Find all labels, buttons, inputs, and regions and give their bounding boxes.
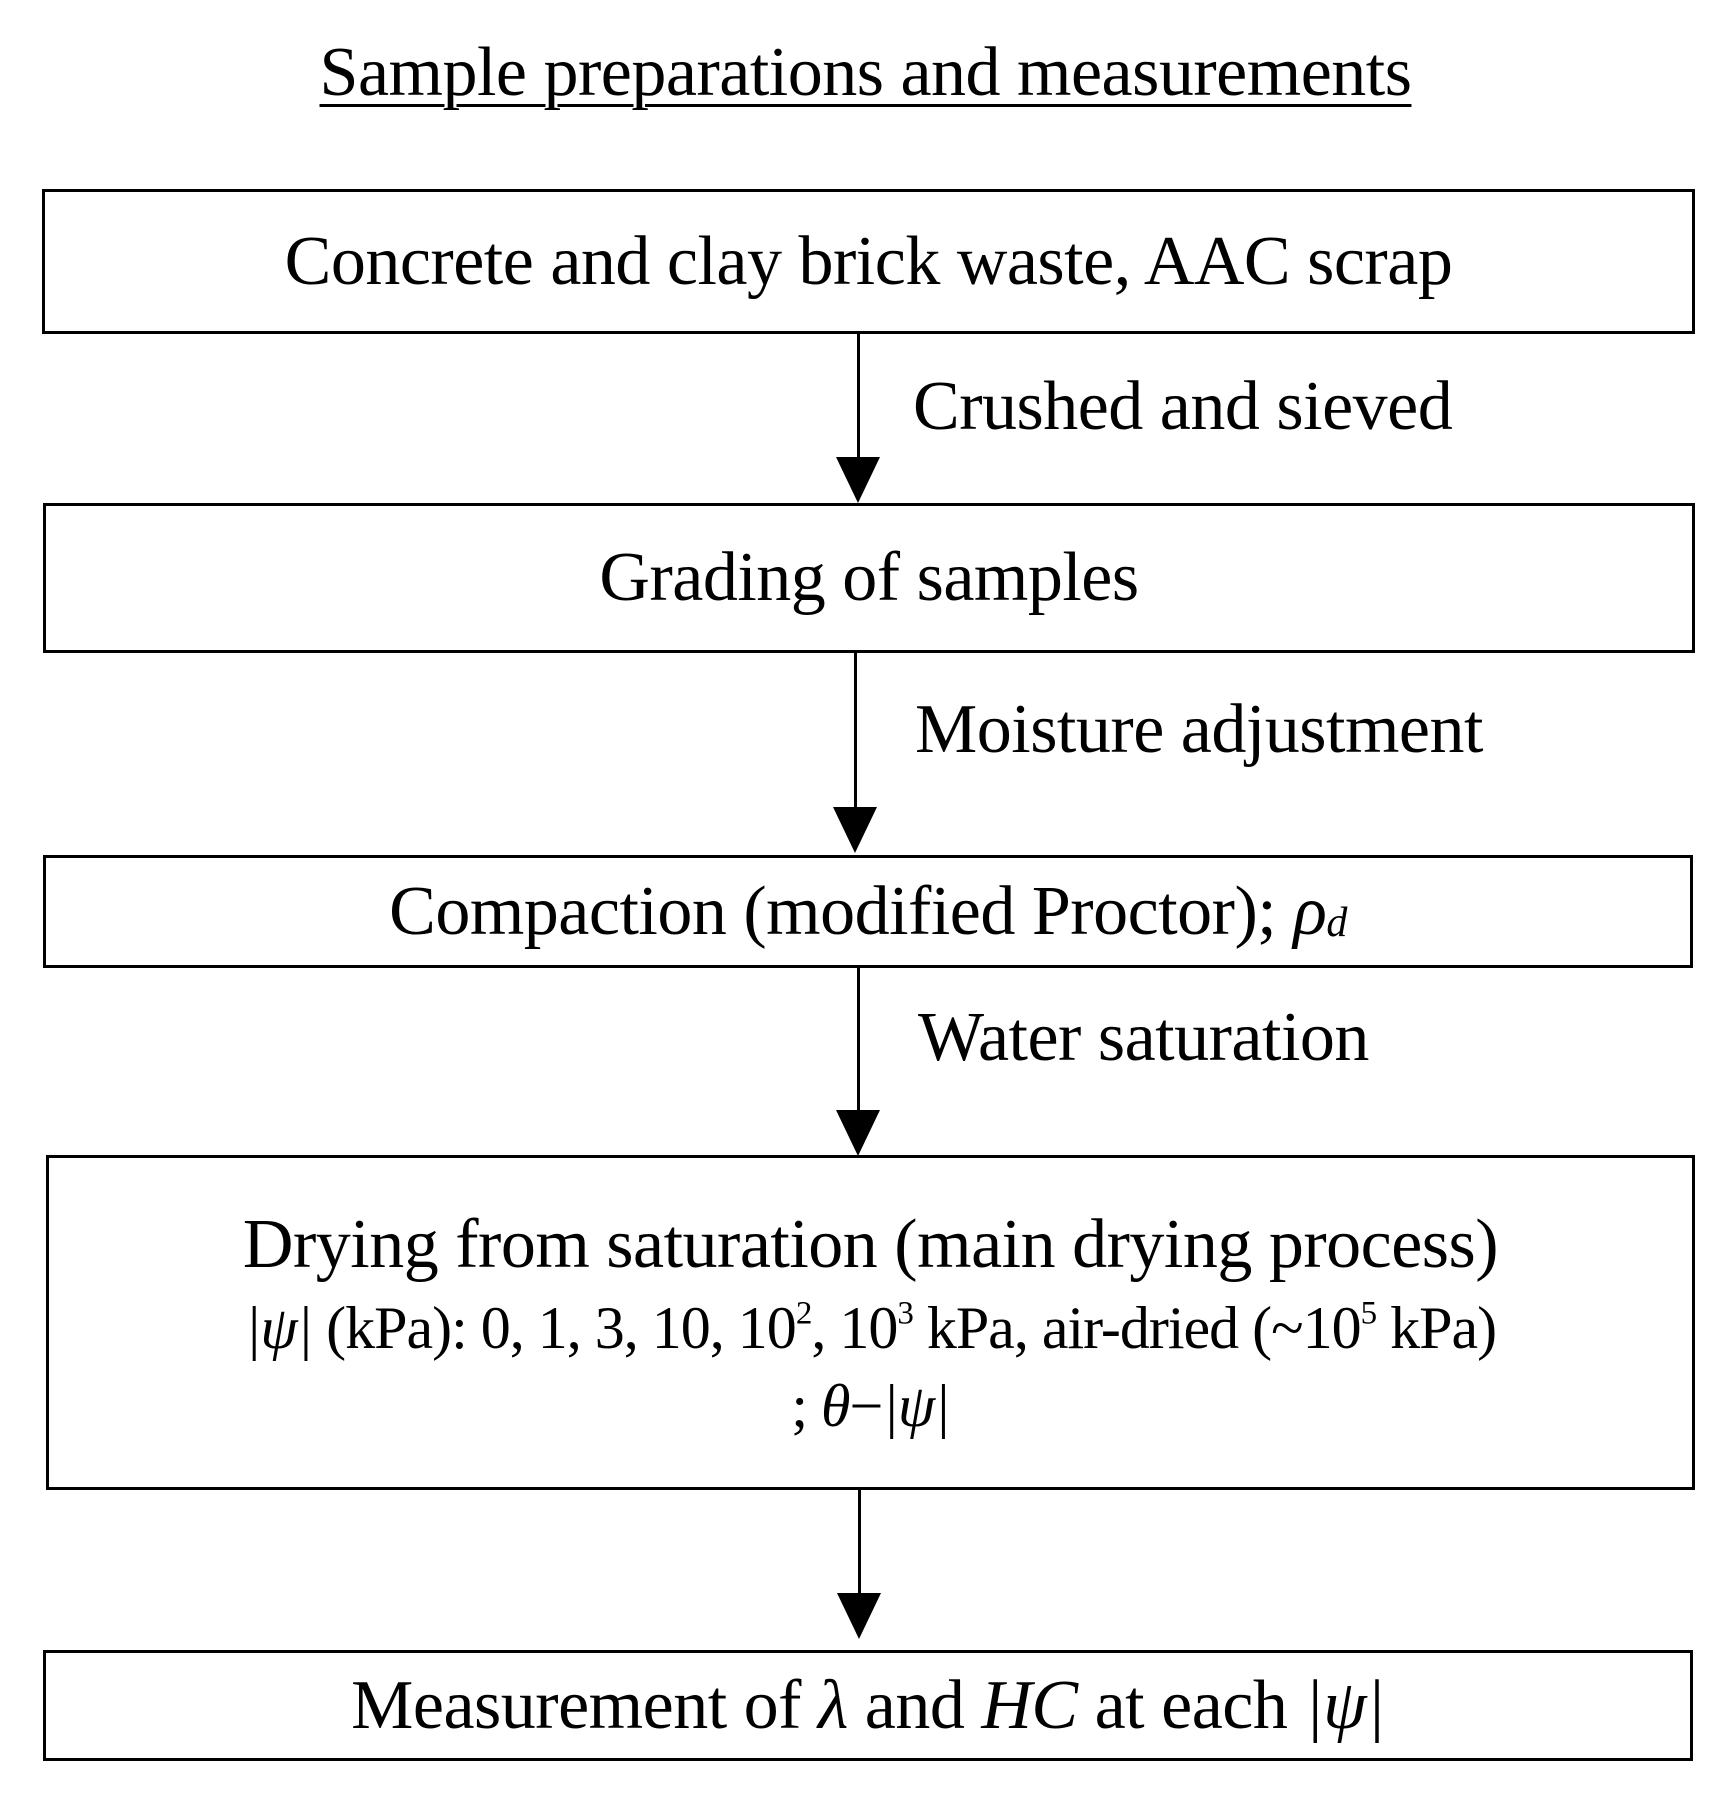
arrow-shaft [857,967,860,1117]
drying-title: Drying from saturation (main drying process) [242,1205,1499,1283]
exponent: 5 [1360,1294,1377,1331]
psi-abs-symbol: |ψ| [882,1372,950,1439]
step-text-grading: Grading of samples [599,539,1139,616]
hc-symbol: HC [981,1666,1078,1744]
compaction-label: Compaction (modified Proctor); [389,872,1277,950]
step-box-grading [43,503,1695,653]
rho-symbol: ρ [1293,872,1327,950]
psi-abs-symbol: |ψ| [1304,1666,1385,1744]
arrow-head-icon [836,1110,880,1156]
separator: ; [791,1372,822,1439]
step-text-materials: Concrete and clay brick waste, AAC scrap [284,222,1453,300]
suction-list-part: kPa, air-dried (~10 [912,1294,1361,1361]
step-box-measurement [43,1650,1693,1761]
arrow-shaft [858,1489,861,1599]
step-text-compaction [389,872,1347,950]
step-box-compaction [43,855,1693,968]
arrow-shaft [857,333,860,463]
arrow-head-icon [833,807,877,853]
arrow-shaft [854,652,857,812]
conjunction: and [847,1666,982,1744]
suction-list-part: kPa) [1376,1294,1497,1361]
dry-density-symbol [1293,873,1347,950]
arrow-head-icon [837,1593,881,1639]
suction-list-part: (kPa): 0, 1, 3, 10, 10 [312,1294,796,1361]
suction-list-part: , 10 [811,1294,898,1361]
transition-label-crushed: Crushed and sieved [913,368,1453,445]
rho-subscript: d [1326,899,1347,946]
drying-retention-curve [791,1372,950,1439]
drying-suction-levels [244,1294,1497,1361]
exponent: 3 [897,1294,913,1331]
step-text-measurement [351,1666,1385,1744]
step-box-materials [42,189,1695,334]
lambda-symbol: λ [817,1666,848,1744]
transition-label-moisture: Moisture adjustment [915,691,1483,768]
measurement-suffix: at each [1077,1666,1305,1744]
measurement-prefix: Measurement of [351,1666,818,1744]
dash: − [849,1372,883,1439]
diagram-title-text: Sample preparations and measurements [319,34,1412,111]
theta-symbol: θ [821,1372,850,1439]
arrow-head-icon [836,457,880,503]
transition-label-saturation: Water saturation [918,999,1369,1076]
psi-abs-symbol: |ψ| [244,1294,313,1361]
diagram-title [0,28,1731,118]
exponent: 2 [795,1294,812,1331]
step-box-drying [46,1155,1695,1490]
